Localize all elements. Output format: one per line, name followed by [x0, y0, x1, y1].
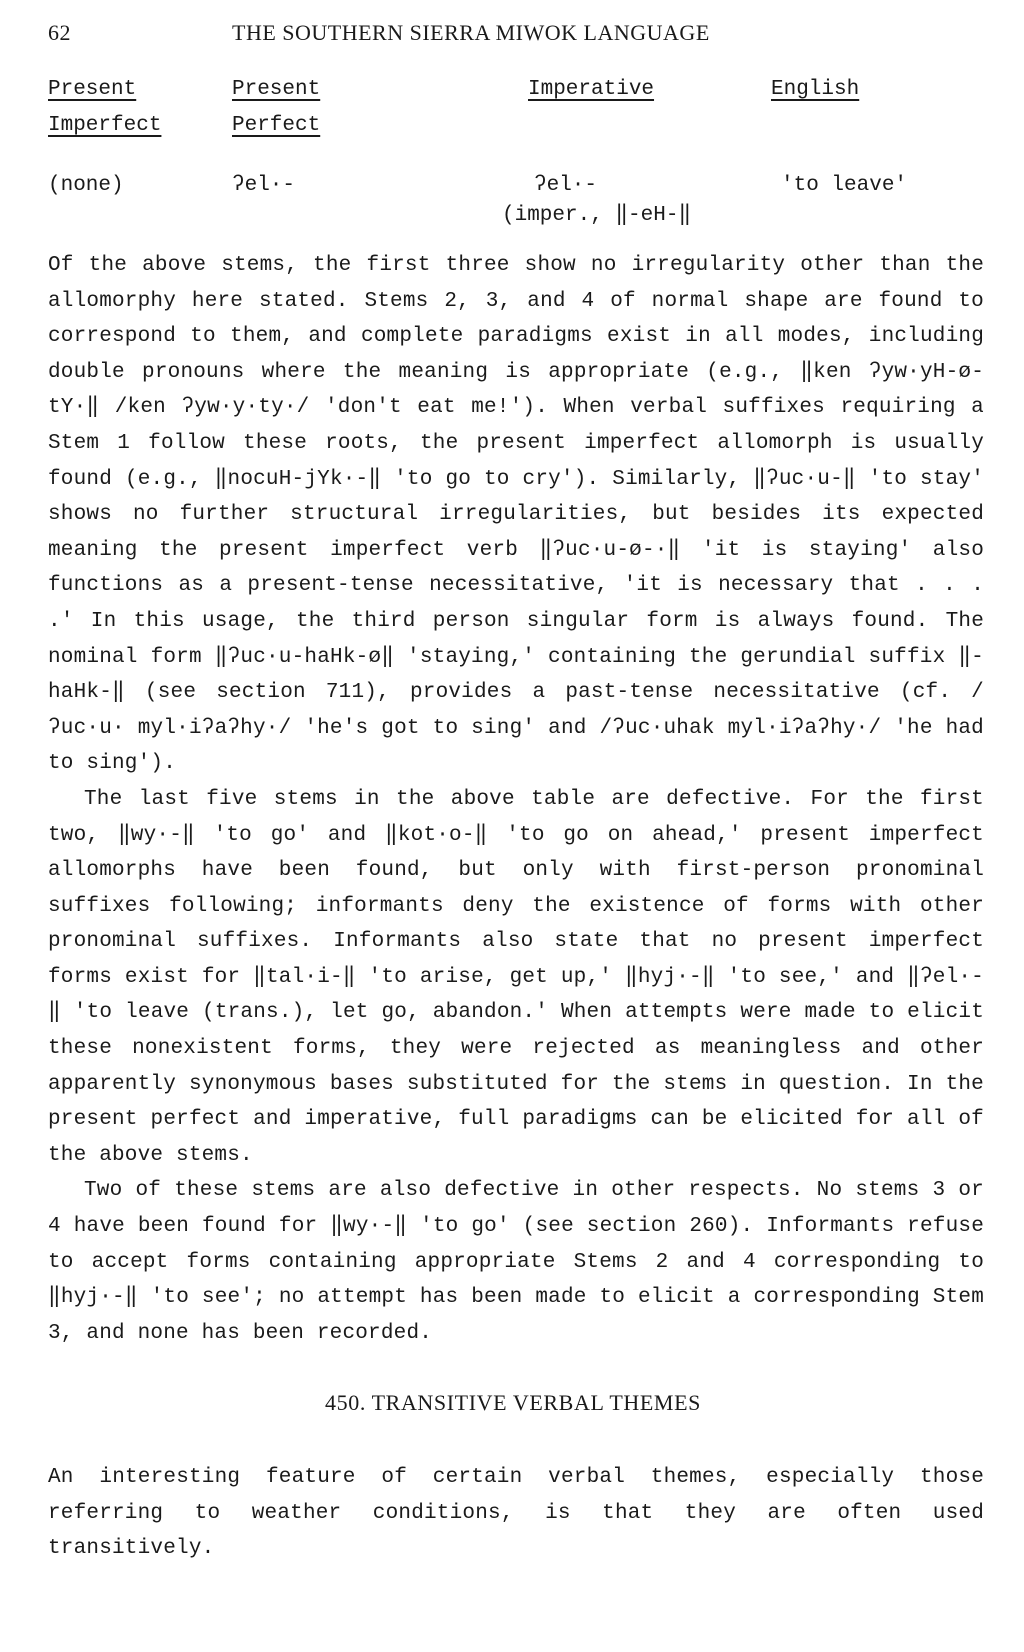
column-header-english	[771, 72, 859, 108]
cell-english: 'to leave'	[781, 174, 908, 197]
cell-present-imperfect: (none)	[48, 174, 124, 197]
paragraph: Of the above stems, the first three show no irregularity other than the allomorphy here stated. Stems 2, 3, and 4 of normal shape are found to correspond to them, and complete paradigms exist in all modes, including double pronouns where the meaning is appropriate (e.g., ‖ken ʔyw·yH-ø-tY·‖ /ken ʔyw·y·ty·/ 'don't eat me!'). When verbal suffixes requiring a Stem 1 follow these roots, the present imperfect allomorph is usually found (e.g., ‖nocuH-jYk·-‖ 'to go to cry'). Similarly, ‖ʔuc·u-‖ 'to stay' shows no further structural irregularities, but besides its expected meaning the present imperfect verb ‖ʔuc·u-ø-·‖ 'it is staying' also functions as a present-tense necessitative, 'it is necessary that . . . .' In this usage, the third person singular form is always found. The nominal form ‖ʔuc·u-haHk-ø‖ 'staying,' containing the gerundial suffix ‖-haHk-‖ (see section 711), provides a past-tense necessitative (cf. /ʔuc·u· myl·iʔaʔhy·/ 'he's got to sing' and /ʔuc·uhak myl·iʔaʔhy·/ 'he had to sing').	[48, 254, 984, 776]
paragraph: The last five stems in the above table are defective. For the first two, ‖wy·-‖ 'to go' and ‖kot·o-‖ 'to go on ahead,' present imperfect allomorphs have been found, but only with first-person pronominal suffixes following; informants deny the existence of forms with other pronominal suffixes. Informants also state that no present imperfect forms exist for ‖tal·i-‖ 'to arise, get up,' ‖hyj·-‖ 'to see,' and ‖ʔel·-‖ 'to leave (trans.), let go, abandon.' When attempts were made to elicit these nonexistent forms, they were rejected as meaningless and other apparently synonymous bases substituted for the stems in question. In the present perfect and imperative, full paradigms can be elicited for all of the above stems.	[48, 787, 984, 1167]
section-heading: 450. TRANSITIVE VERBAL THEMES	[325, 1390, 701, 1415]
column-header-present-imperfect	[48, 72, 161, 144]
column-header-imperative	[528, 72, 654, 108]
section-body	[48, 1460, 984, 1567]
cell-present-perfect: ʔel·-	[232, 174, 296, 197]
cell-imperative-note: (imper., ‖-eH-‖	[502, 204, 692, 227]
running-head	[48, 20, 978, 48]
column-header-line: Perfect	[232, 114, 321, 137]
column-header-present-perfect	[232, 72, 320, 144]
cell-imperative: ʔel·-	[534, 174, 598, 197]
column-header-line: Imperfect	[48, 114, 162, 137]
paragraph: Two of these stems are also defective in other respects. No stems 3 or 4 have been found for ‖wy·-‖ 'to go' (see section 260). Informants refuse to accept forms containing appropriate Stems 2 and 4 corresponding to ‖hyj·-‖ 'to see'; no attempt has been made to elicit a corresponding Stem 3, and none has been recorded.	[48, 1179, 984, 1345]
column-header-line: Imperative	[528, 78, 655, 101]
column-header-line: English	[771, 78, 860, 101]
paragraph: An interesting feature of certain verbal themes, especially those referring to weather conditions, is that they are often used transitively.	[48, 1466, 984, 1561]
column-header-line: Present	[232, 78, 321, 101]
running-title: THE SOUTHERN SIERRA MIWOK LANGUAGE	[232, 20, 710, 45]
body-text	[48, 248, 984, 1351]
column-header-line: Present	[48, 78, 137, 101]
page-number: 62	[48, 20, 71, 45]
